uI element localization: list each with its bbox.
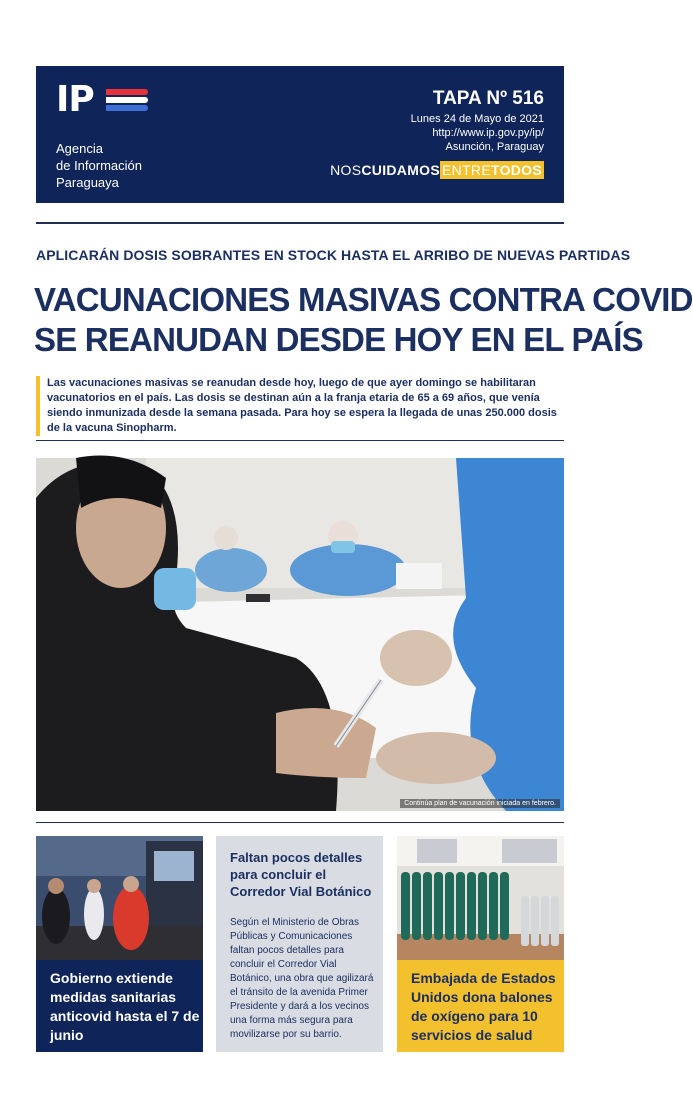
card-title: Faltan pocos detalles para concluir el Corredor Vial Botánico: [230, 850, 372, 899]
vaccination-illustration: [36, 458, 564, 811]
agency-line-1: Agencia: [56, 141, 103, 156]
vaccination-photo[interactable]: [36, 458, 564, 811]
issue-date: Lunes 24 de Mayo de 2021: [410, 113, 544, 125]
card-title: Gobierno extiende medidas sanitarias anticovid hasta el 7 de junio: [50, 970, 200, 1043]
slogan-entre: ENTRE: [442, 162, 491, 178]
masthead: [36, 66, 564, 203]
slogan-nos: NOS: [330, 162, 362, 178]
photo-caption: Continúa plan de vacunación iniciada en febrero.: [400, 799, 560, 808]
agency-line-3: Paraguaya: [56, 175, 119, 190]
news-card-sanitary-measures[interactable]: [36, 836, 203, 1052]
divider: [36, 440, 564, 441]
news-card-oxygen-donation[interactable]: [397, 836, 564, 1052]
lead-paragraph: Las vacunaciones masivas se reanudan desde hoy, luego de que ayer domingo se habilitaran vacunatorios en el país. Las dosis se destinan aún a la franja etaria de 65 a 69 años, que venía siendo inmunizada desde la semana pasada. Para hoy se espera la llegada de unas 250.000 dosis de la vacuna Sinopharm.: [36, 376, 564, 436]
divider: [36, 222, 564, 224]
slogan-cuidamos: CUIDAMOS: [361, 162, 441, 178]
kicker: APLICARÁN DOSIS SOBRANTES EN STOCK HASTA EL ARRIBO DE NUEVAS PARTIDAS: [36, 247, 631, 263]
slogan-todos: TODOS: [490, 162, 542, 178]
agency-name: [56, 140, 142, 191]
campaign-slogan: [330, 162, 544, 178]
headline-line-1: VACUNACIONES MASIVAS CONTRA COVID: [34, 281, 693, 318]
divider: [36, 822, 564, 823]
slogan-highlight: [440, 161, 544, 179]
ip-logo[interactable]: [56, 80, 156, 120]
logo-text: IP: [56, 79, 94, 120]
agency-line-2: de Información: [56, 158, 142, 173]
card-body: Según el Ministerio de Obras Públicas y Comunicaciones faltan pocos detalles para concluir el Corredor Vial Botánico, una obra que agilizará el tránsito de la avenida Primer Presidente y dará a los vecinos una forma más segura para movilizarse por su barrio.: [230, 917, 374, 1040]
issue-number: TAPA Nº 516: [432, 88, 544, 109]
oxygen-tanks-photo: [397, 836, 564, 960]
news-card-corredor-vial[interactable]: [216, 836, 383, 1052]
card-title: Embajada de Estados Unidos dona balones de oxígeno para 10 servicios de salud: [411, 970, 556, 1043]
issue-location: Asunción, Paraguay: [445, 141, 544, 153]
flag-stripes-icon: [106, 89, 148, 111]
street-photo: [36, 836, 203, 960]
site-link[interactable]: http://www.ip.gov.py/ip/: [432, 127, 544, 139]
headline-line-2: SE REANUDAN DESDE HOY EN EL PAÍS: [34, 321, 643, 358]
issue-meta: [411, 112, 544, 154]
main-headline[interactable]: [34, 280, 693, 360]
